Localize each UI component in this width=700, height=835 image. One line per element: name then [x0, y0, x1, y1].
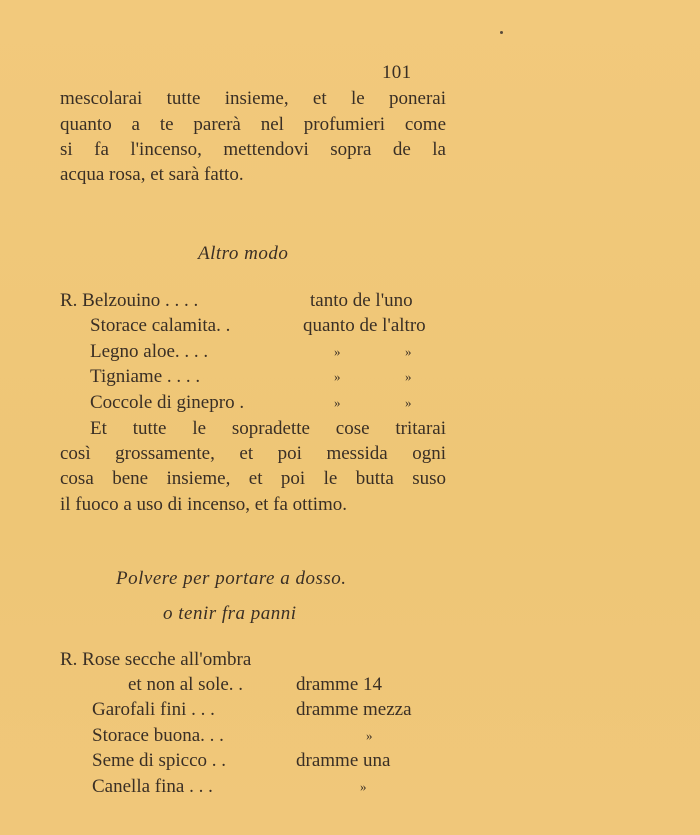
section-heading-altro-modo: Altro modo: [198, 243, 289, 264]
paragraph-line-2: così grossamente, et poi messida ogni: [60, 443, 446, 464]
ditto-mark: »: [405, 395, 412, 410]
ditto-mark: »: [366, 728, 373, 743]
recipe-item-amount: dramme mezza: [296, 699, 412, 720]
section-heading-polvere: Polvere per portare a dosso.: [116, 568, 347, 589]
recipe-item-amount: quanto de l'altro: [303, 315, 426, 336]
recipe-item-name: Garofali fini . . .: [92, 699, 215, 720]
recipe-item-name: Seme di spicco . .: [92, 750, 227, 771]
intro-line-3: si fa l'incenso, mettendovi sopra de la: [60, 139, 446, 160]
paragraph-line-3: cosa bene insieme, et poi le butta suso: [60, 468, 446, 489]
intro-line-1: mescolarai tutte insieme, et le ponerai: [60, 88, 446, 109]
ditto-mark: »: [334, 344, 341, 359]
recipe-item-name: Storace calamita. .: [90, 315, 231, 336]
ink-speck: [500, 31, 503, 34]
recipe-item-amount: tanto de l'uno: [310, 290, 413, 311]
recipe-item-name: R. Belzouino . . . .: [60, 290, 199, 311]
ditto-mark: »: [405, 369, 412, 384]
paragraph-line-1: Et tutte le sopradette cose tritarai: [90, 418, 446, 439]
page-number: 101: [382, 62, 412, 83]
ditto-mark: »: [334, 369, 341, 384]
recipe-item-name: et non al sole. .: [128, 674, 244, 695]
intro-line-4: acqua rosa, et sarà fatto.: [60, 164, 244, 185]
paragraph-line-4: il fuoco a uso di incenso, et fa ottimo.: [60, 494, 348, 515]
section-subheading-panni: o tenir fra panni: [163, 603, 297, 624]
intro-line-2: quanto a te parerà nel profumieri come: [60, 114, 446, 135]
recipe-item-name: Storace buona. . .: [92, 725, 224, 746]
recipe-item-amount: dramme una: [296, 750, 391, 771]
ditto-mark: »: [405, 344, 412, 359]
recipe-item-amount: dramme 14: [296, 674, 383, 695]
recipe-item-name: Legno aloe. . . .: [90, 341, 209, 362]
ditto-mark: »: [360, 779, 367, 794]
ditto-mark: »: [334, 395, 341, 410]
recipe-item-name: Canella fina . . .: [92, 776, 213, 797]
recipe-item-name: Coccole di ginepro .: [90, 392, 245, 413]
recipe-item-name: Tigniame . . . .: [90, 366, 201, 387]
recipe-item-name: R. Rose secche all'ombra: [60, 649, 252, 670]
